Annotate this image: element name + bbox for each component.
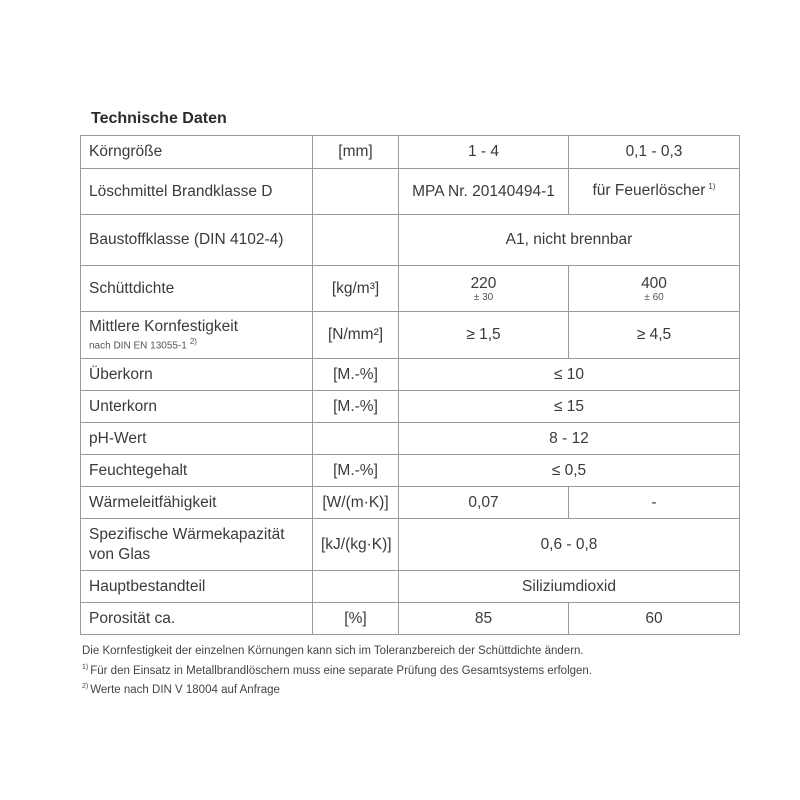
- value-cell-1: 0,07: [399, 487, 569, 519]
- table-row-korngroesse: [81, 136, 740, 169]
- sublabel-text: [89, 336, 304, 351]
- tolerance-text: ± 30: [473, 291, 494, 303]
- table-row-porositaet: [81, 603, 740, 635]
- row-unit: [313, 423, 399, 455]
- table-row-haupt: [81, 571, 740, 603]
- footnote-2: [82, 679, 782, 698]
- table-row-ueberkorn: [81, 359, 740, 391]
- footnote-text: Für den Einsatz in Metallbrandlöschern muss eine separate Prüfung des Gesamtsystems erfolgen.: [90, 664, 593, 677]
- label-text: Mittlere Kornfestigkeit: [89, 318, 239, 336]
- value-cell-1: 85: [399, 603, 569, 635]
- value-cell-2: [569, 169, 740, 215]
- value-cell-merged: 0,6 - 0,8: [399, 519, 740, 571]
- row-label: Hauptbestandteil: [81, 571, 313, 603]
- row-label: Schüttdichte: [81, 266, 313, 312]
- table-row-schuettdichte: [81, 266, 740, 312]
- label-line-2: von Glas: [89, 545, 151, 563]
- table-row-unterkorn: [81, 391, 740, 423]
- row-unit: [M.-%]: [313, 455, 399, 487]
- row-label: Unterkorn: [81, 391, 313, 423]
- row-unit: [kg/m³]: [313, 266, 399, 312]
- table-row-loeschmittel: [81, 169, 740, 215]
- row-unit: [313, 169, 399, 215]
- row-label: Feuchtegehalt: [81, 455, 313, 487]
- value-cell-merged: ≤ 15: [399, 391, 740, 423]
- value-cell-merged: ≤ 0,5: [399, 455, 740, 487]
- footnote-general: Die Kornfestigkeit der einzelnen Körnungen kann sich im Toleranzbereich der Schüttdichte ändern.: [82, 645, 584, 657]
- value-cell-1: ≥ 1,5: [399, 312, 569, 359]
- value-cell-merged: 8 - 12: [399, 423, 740, 455]
- footnote-marker: 1): [708, 182, 716, 192]
- row-unit: [313, 571, 399, 603]
- row-label: Löschmittel Brandklasse D: [81, 169, 313, 215]
- value-cell-merged: Siliziumdioxid: [399, 571, 740, 603]
- row-label: Porosität ca.: [81, 603, 313, 635]
- value-cell-merged: A1, nicht brennbar: [399, 215, 740, 266]
- table-row-kornfestigkeit: [81, 312, 740, 359]
- footnote-1: [82, 660, 782, 679]
- page-title: Technische Daten: [91, 110, 227, 127]
- row-unit: [W/(m·K)]: [313, 487, 399, 519]
- value-cell-2: -: [569, 487, 740, 519]
- row-label: [81, 312, 313, 359]
- value-cell-merged: ≤ 10: [399, 359, 740, 391]
- footnote-marker: 2): [189, 337, 197, 347]
- tolerance-text: ± 60: [644, 291, 664, 303]
- row-unit: [N/mm²]: [313, 312, 399, 359]
- footnotes: [82, 644, 782, 698]
- footnote-marker: 2): [82, 682, 89, 690]
- row-label: Wärmeleitfähigkeit: [81, 487, 313, 519]
- sublabel: nach DIN EN 13055-1: [89, 340, 187, 352]
- table-row-waermekap: [81, 519, 740, 571]
- value-cell-2: 60: [569, 603, 740, 635]
- row-unit: [kJ/(kg·K)]: [313, 519, 399, 571]
- table-row-baustoffklasse: [81, 215, 740, 266]
- technical-data-table: [80, 135, 740, 635]
- row-label: Überkorn: [81, 359, 313, 391]
- value-cell-1: [399, 266, 569, 312]
- value-text: 400: [641, 274, 667, 292]
- value-cell-1: MPA Nr. 20140494-1: [399, 169, 569, 215]
- row-label: [81, 519, 313, 571]
- row-label: Baustoffklasse (DIN 4102-4): [81, 215, 313, 266]
- value-text: für Feuerlöscher: [592, 182, 706, 200]
- table-row-ph: [81, 423, 740, 455]
- footnote-marker: 1): [82, 663, 89, 671]
- value-cell-2: ≥ 4,5: [569, 312, 740, 359]
- footnote-text: Werte nach DIN V 18004 auf Anfrage: [90, 683, 280, 696]
- value-cell-2: 0,1 - 0,3: [569, 136, 740, 169]
- row-label: Körngröße: [81, 136, 313, 169]
- value-text: 220: [470, 274, 497, 292]
- value-cell-1: 1 - 4: [399, 136, 569, 169]
- table-row-feuchte: [81, 455, 740, 487]
- row-unit: [313, 215, 399, 266]
- row-unit: [mm]: [313, 136, 399, 169]
- row-unit: [M.-%]: [313, 391, 399, 423]
- row-label: pH-Wert: [81, 423, 313, 455]
- label-line-1: Spezifische Wärmekapazität: [89, 525, 285, 543]
- value-cell-2: [569, 266, 740, 312]
- row-unit: [%]: [313, 603, 399, 635]
- table-row-waermeleit: [81, 487, 740, 519]
- row-unit: [M.-%]: [313, 359, 399, 391]
